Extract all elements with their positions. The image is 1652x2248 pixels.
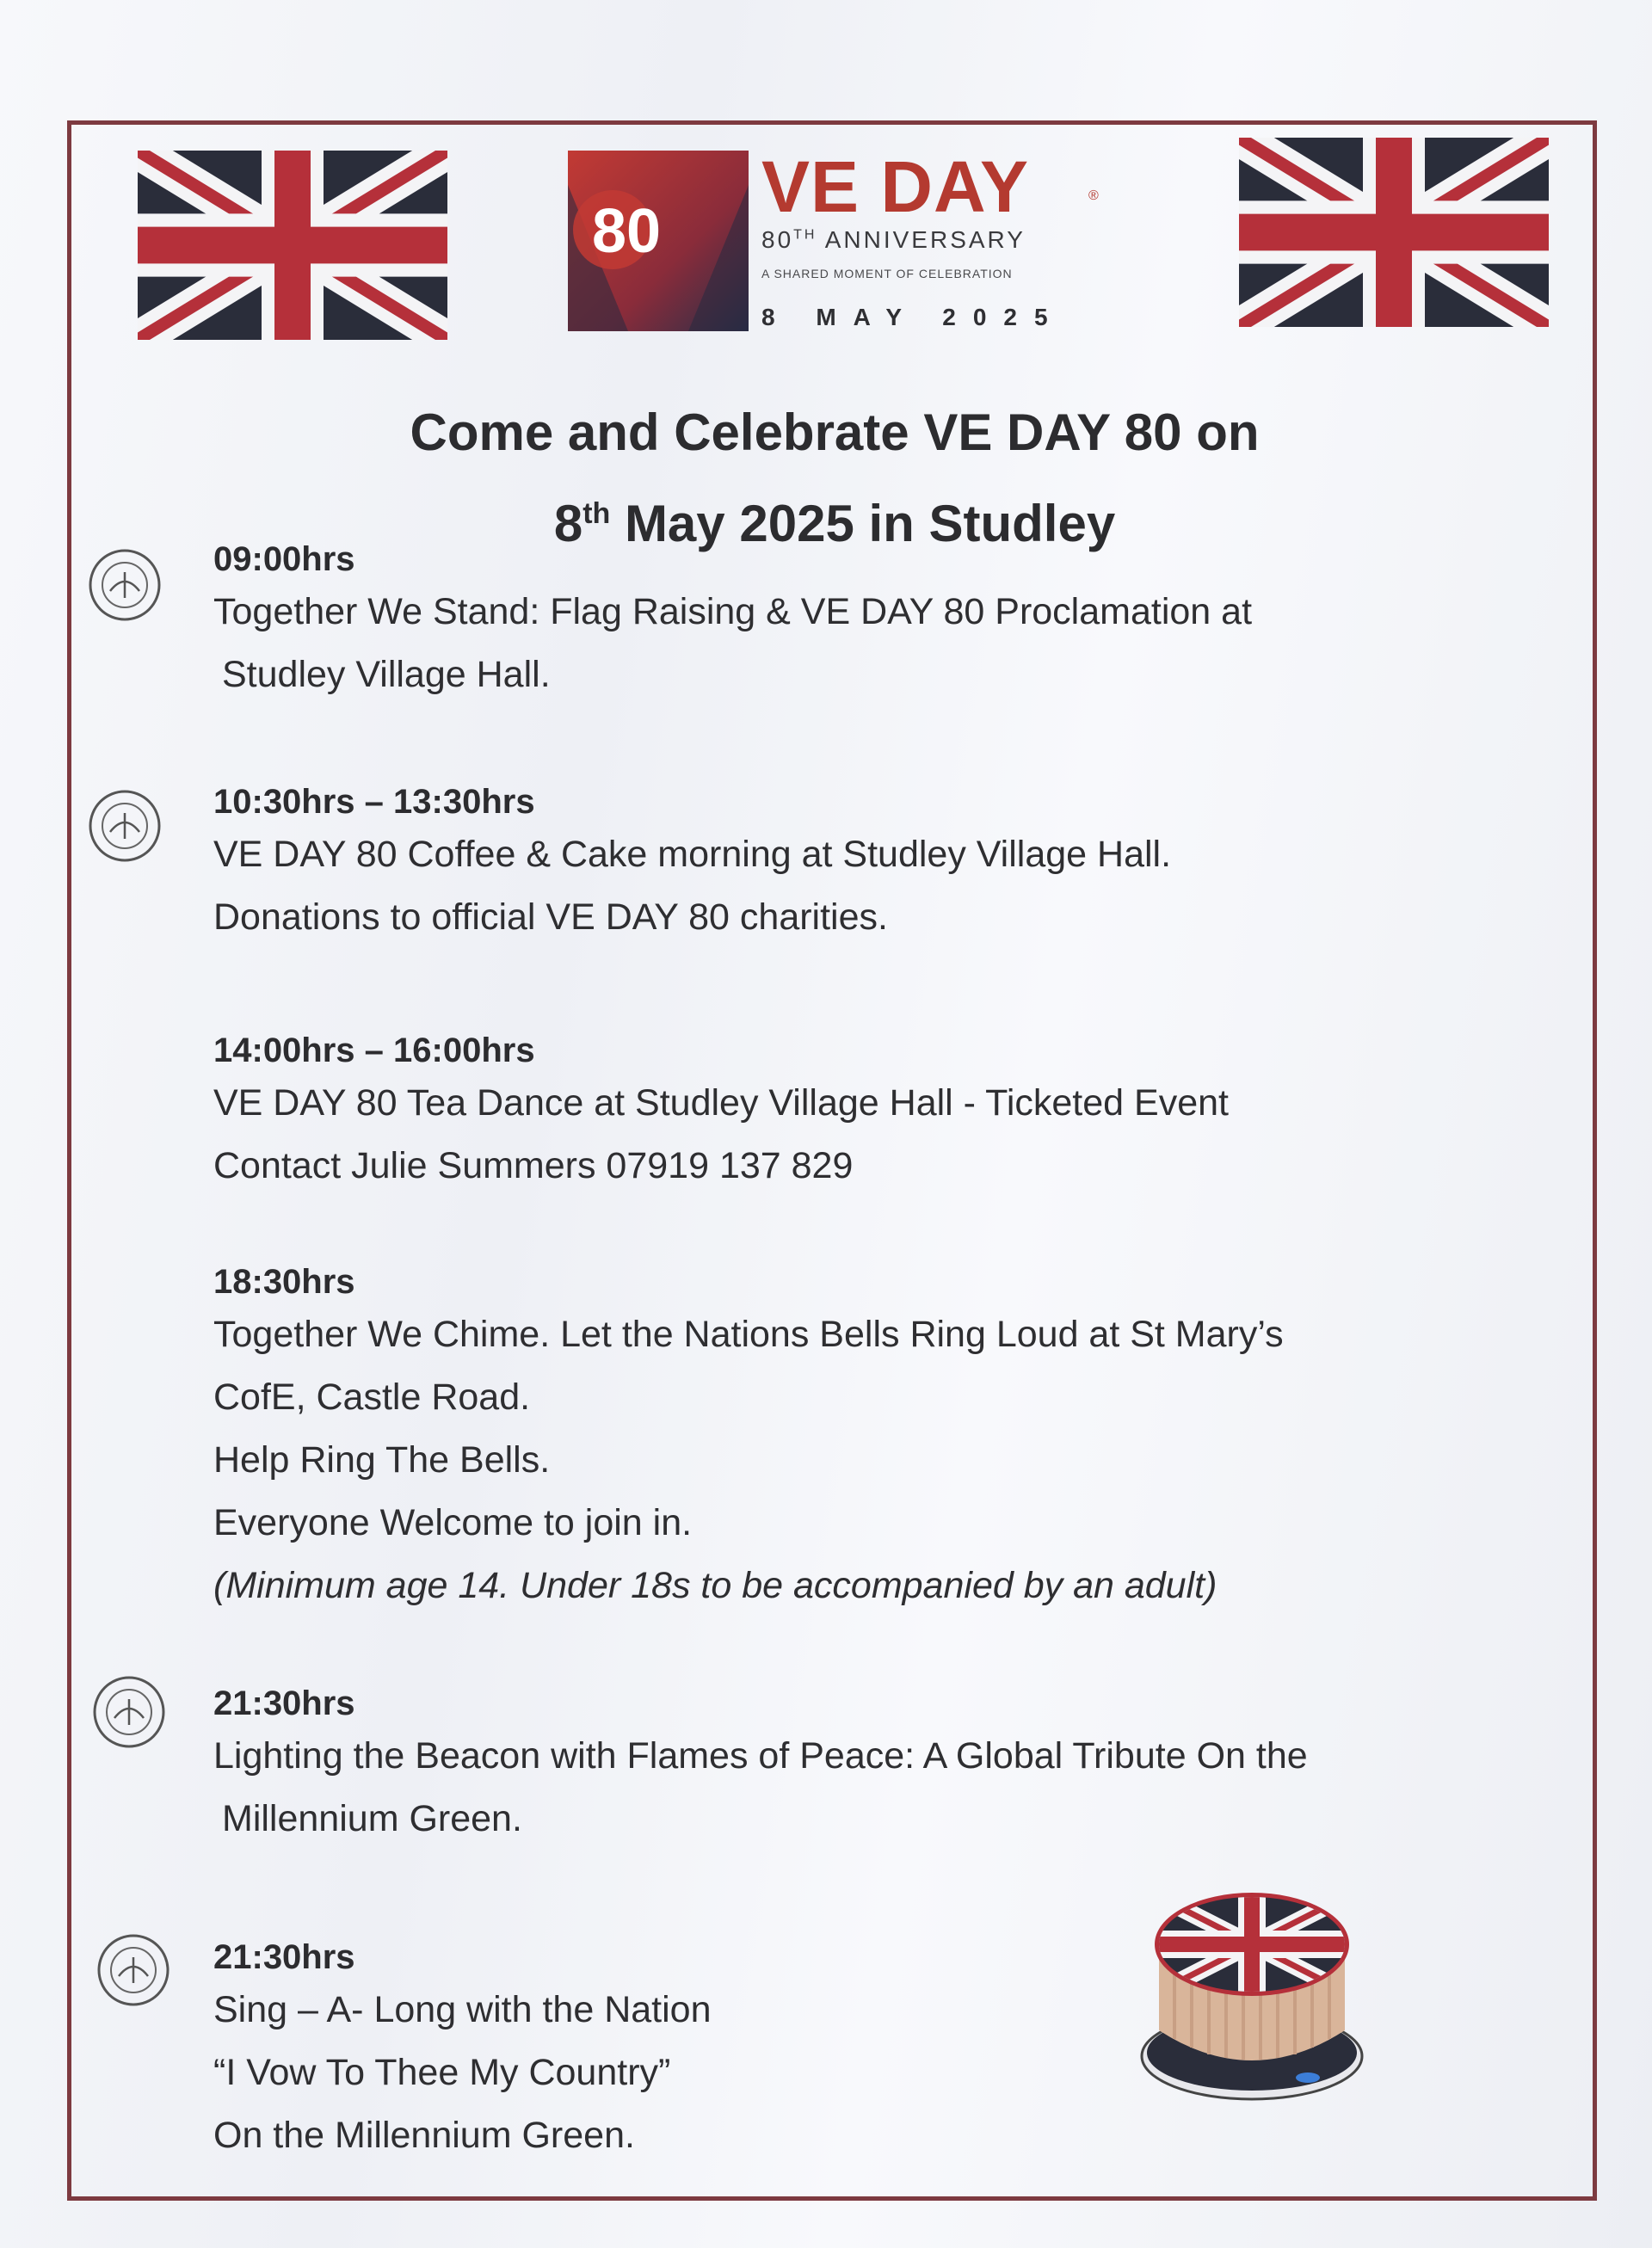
event-beacon-lighting — [213, 1682, 1556, 1851]
event-description: On the Millennium Green. — [213, 2115, 635, 2156]
logo-tagline: A SHARED MOMENT OF CELEBRATION — [761, 267, 1013, 280]
headline-line-2: 8th May 2025 in Studley — [553, 495, 1116, 552]
union-flag-left — [138, 151, 447, 340]
event-bell-ringing — [213, 1260, 1556, 1617]
event-time: 21:30hrs — [213, 1938, 355, 1976]
event-description: VE DAY 80 Tea Dance at Studley Village Hall - Ticketed Event — [213, 1082, 1229, 1124]
event-description: Together We Chime. Let the Nations Bells Ring Loud at St Mary’s — [213, 1314, 1284, 1355]
headline-line-1: Come and Celebrate VE DAY 80 on — [410, 403, 1260, 461]
ve-day-80-badge — [568, 151, 749, 331]
logo-date: 8 MAY 2025 — [761, 304, 1065, 330]
parish-council-seal-icon — [90, 1673, 168, 1751]
event-flag-raising — [213, 538, 1556, 706]
parish-council-seal-icon — [86, 546, 163, 624]
badge-number: 80 — [592, 197, 662, 266]
parish-council-seal-icon — [95, 1931, 172, 2009]
event-description: “I Vow To Thee My Country” — [213, 2052, 671, 2093]
event-description: Everyone Welcome to join in. — [213, 1502, 693, 1543]
event-note: (Minimum age 14. Under 18s to be accompanied by an adult) — [213, 1565, 1217, 1606]
event-description: Lighting the Beacon with Flames of Peace: A Global Tribute On the — [213, 1735, 1308, 1777]
event-time: 14:00hrs – 16:00hrs — [213, 1032, 535, 1069]
event-description: Sing – A- Long with the Nation — [213, 1989, 712, 2030]
event-description: VE DAY 80 Coffee & Cake morning at Studley Village Hall. — [213, 834, 1172, 875]
event-coffee-morning — [213, 780, 1556, 949]
ve-day-title: VE DAY — [761, 146, 1030, 227]
event-description: CofE, Castle Road. — [213, 1377, 531, 1418]
event-tea-dance — [213, 1029, 1556, 1198]
registered-mark: ® — [1088, 188, 1099, 203]
event-description: Studley Village Hall. — [222, 654, 551, 695]
ve-day-logo — [568, 146, 1101, 344]
event-time: 10:30hrs – 13:30hrs — [213, 783, 535, 821]
event-description: Contact Julie Summers 07919 137 829 — [213, 1145, 854, 1186]
event-time: 21:30hrs — [213, 1684, 355, 1722]
event-description: Help Ring The Bells. — [213, 1439, 551, 1481]
event-time: 18:30hrs — [213, 1263, 355, 1301]
parish-council-seal-icon — [86, 787, 163, 865]
event-description: Millennium Green. — [222, 1798, 522, 1839]
event-description: Together We Stand: Flag Raising & VE DAY 80 Proclamation at — [213, 591, 1253, 632]
event-description: Donations to official VE DAY 80 charities. — [213, 896, 888, 938]
union-flag-right — [1239, 138, 1549, 327]
union-flag-cake-image — [1136, 1884, 1368, 2112]
event-time: 09:00hrs — [213, 540, 355, 578]
anniversary-label: 80TH ANNIVERSARY — [761, 226, 1026, 253]
